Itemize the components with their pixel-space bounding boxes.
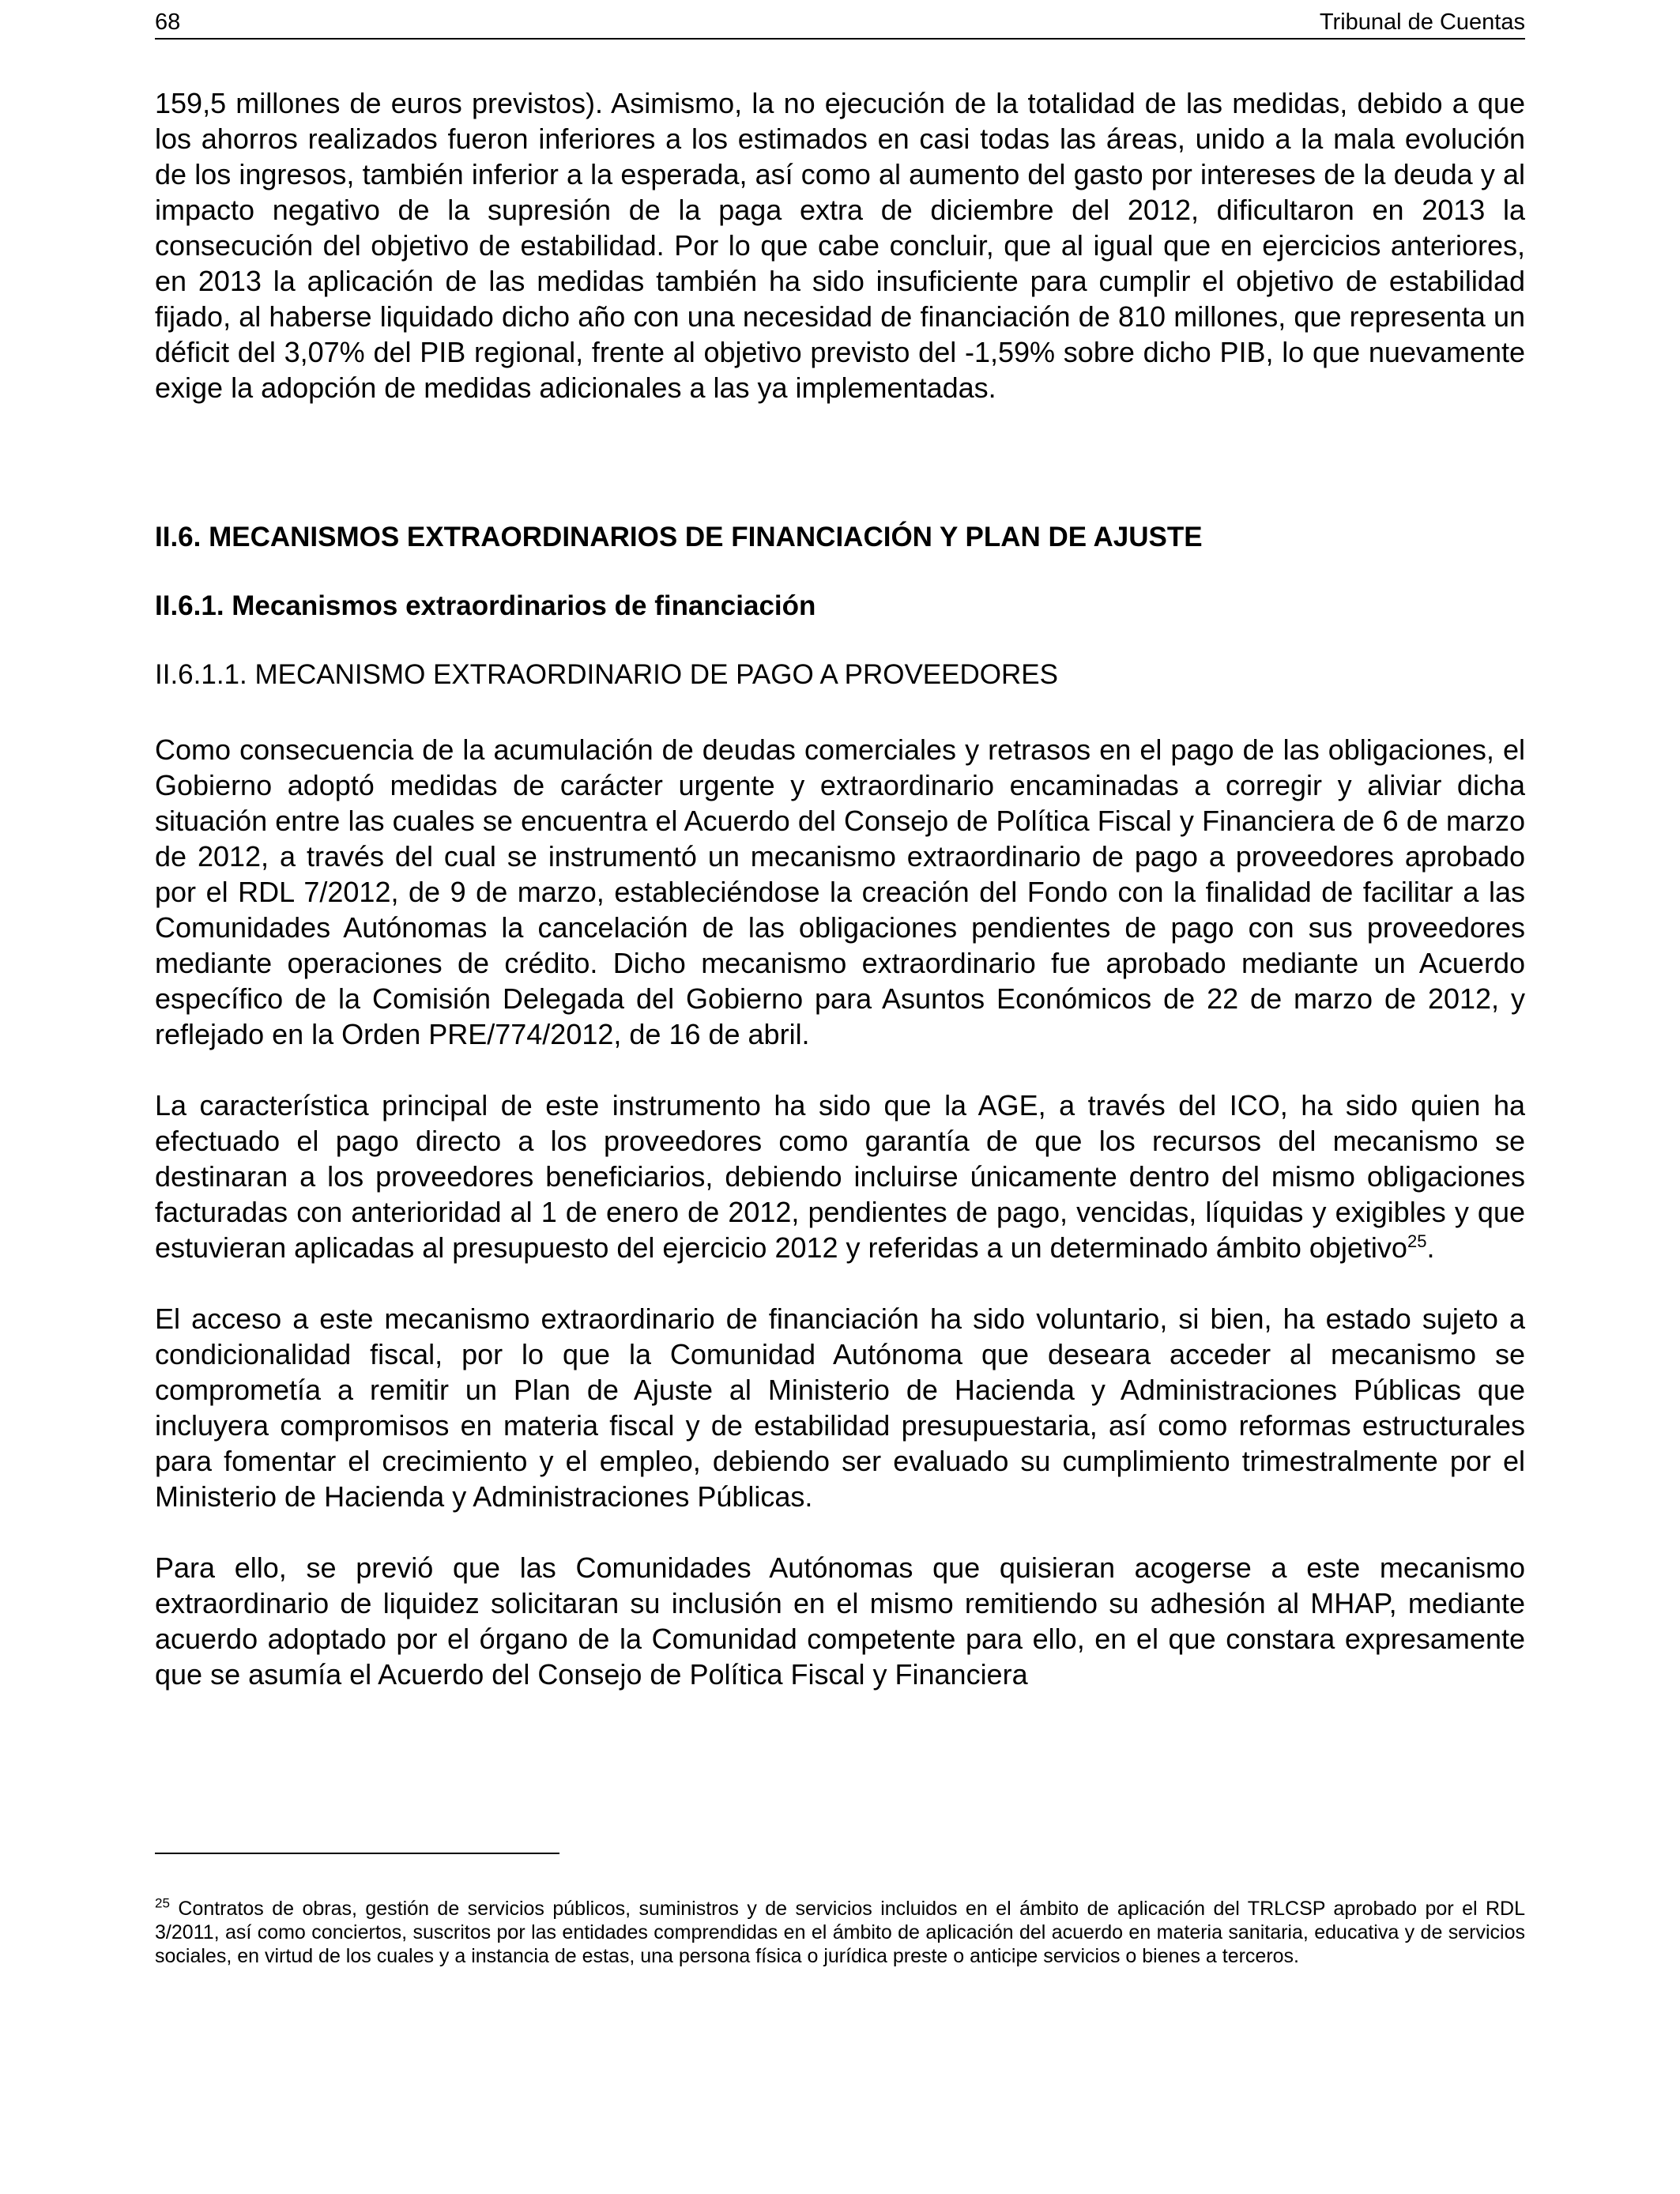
paragraph-mechanism-characteristic xyxy=(155,1088,1525,1265)
page-number: 68 xyxy=(155,9,181,35)
paragraph-continuation: 159,5 millones de euros previstos). Asimismo, la no ejecución de la totalidad de las medidas, debido a que los ahorros realizados fueron inferiores a los estimados en casi todas las áreas, unido a la mala evolución de los ingresos, también inferior a la esperada, así como al aumento del gasto por intereses de la deuda y al impacto negativo de la supresión de la paga extra de diciembre del 2012, dificultaron en 2013 la consecución del objetivo de estabilidad. Por lo que cabe concluir, que al igual que en ejercicios anteriores, en 2013 la aplicación de las medidas también ha sido insuficiente para cumplir el objetivo de estabilidad fijado, al haberse liquidado dicho año con una necesidad de financiación de 810 millones, que representa un déficit del 3,07% del PIB regional, frente al objetivo previsto del -1,59% sobre dicho PIB, lo que nuevamente exige la adopción de medidas adicionales a las ya implementadas. xyxy=(155,87,1525,404)
footnote xyxy=(155,1897,1525,1968)
paragraph-mechanism-origin: Como consecuencia de la acumulación de deudas comerciales y retrasos en el pago de las obligaciones, el Gobierno adoptó medidas de carácter urgente y extraordinario encaminadas a corregir y aliviar dicha situación entre las cuales se encuentra el Acuerdo del Consejo de Política Fiscal y Financiera de 6 de marzo de 2012, a través del cual se instrumentó un mecanismo extraordinario de pago a proveedores aprobado por el RDL 7/2012, de 9 de marzo, estableciéndose la creación del Fondo con la finalidad de facilitar a las Comunidades Autónomas la cancelación de las obligaciones pendientes de pago con sus proveedores mediante operaciones de crédito. Dicho mecanismo extraordinario fue aprobado mediante un Acuerdo específico de la Comisión Delegada del Gobierno para Asuntos Económicos de 22 de marzo de 2012, y reflejado en la Orden PRE/774/2012, de 16 de abril. xyxy=(155,733,1525,1050)
footnote-reference[interactable]: 25 xyxy=(1407,1231,1427,1251)
footnote-separator xyxy=(155,1853,559,1854)
paragraph-adhesion: Para ello, se previó que las Comunidades Autónomas que quisieran acogerse a este mecanismo extraordinario de liquidez solicitaran su inclusión en el mismo remitiendo su adhesión al MHAP, mediante acuerdo adoptado por el órgano de la Comunidad competente para ello, en el que constara expresamente que se asumía el Acuerdo del Consejo de Política Fiscal y Financiera xyxy=(155,1551,1525,1691)
subsection-heading: II.6.1. Mecanismos extraordinarios de financiación xyxy=(155,590,816,621)
footnote-number: 25 xyxy=(155,1895,170,1911)
document-page xyxy=(155,0,1525,2194)
running-header xyxy=(155,6,1525,40)
running-title: Tribunal de Cuentas xyxy=(1319,9,1525,35)
body-text xyxy=(155,85,1525,1692)
subsubsection-heading: II.6.1.1. MECANISMO EXTRAORDINARIO DE PAGO A PROVEEDORES xyxy=(155,659,1058,690)
paragraph-end: . xyxy=(1426,1231,1435,1264)
paragraph-voluntary-access: El acceso a este mecanismo extraordinario de financiación ha sido voluntario, si bien, ha estado sujeto a condicionalidad fiscal, por lo que la Comunidad Autónoma que deseara acceder al mecanismo se comprometía a remitir un Plan de Ajuste al Ministerio de Hacienda y Administraciones Públicas que incluyera compromisos en materia fiscal y de estabilidad presupuestaria, así como reformas estructurales para fomentar el crecimiento y el empleo, debiendo ser evaluado su cumplimiento trimestralmente por el Ministerio de Hacienda y Administraciones Públicas. xyxy=(155,1302,1525,1513)
paragraph-text: La característica principal de este instrumento ha sido que la AGE, a través del ICO, ha sido quien ha efectuado el pago directo a los proveedores como garantía de que los recursos del mecanismo se destinaran a los proveedores beneficiarios, debiendo incluirse únicamente dentro del mismo obligaciones facturadas con anterioridad al 1 de enero de 2012, pendientes de pago, vencidas, líquidas y exigibles y que estuvieran aplicadas al presupuesto del ejercicio 2012 y referidas a un determinado ámbito objetivo xyxy=(155,1089,1525,1264)
footnote-text: Contratos de obras, gestión de servicios públicos, suministros y de servicios incluidos en el ámbito de aplicación del TRLCSP aprobado por el RDL 3/2011, así como conciertos, suscritos por las entidades comprendidas en el ámbito de aplicación del acuerdo en materia sanitaria, educativa y de servicios sociales, en virtud de los cuales y a instancia de estas, una persona física o jurídica preste o anticipe servicios o bienes a terceros. xyxy=(155,1898,1525,1967)
section-heading: II.6. MECANISMOS EXTRAORDINARIOS DE FINANCIACIÓN Y PLAN DE AJUSTE xyxy=(155,522,1203,552)
